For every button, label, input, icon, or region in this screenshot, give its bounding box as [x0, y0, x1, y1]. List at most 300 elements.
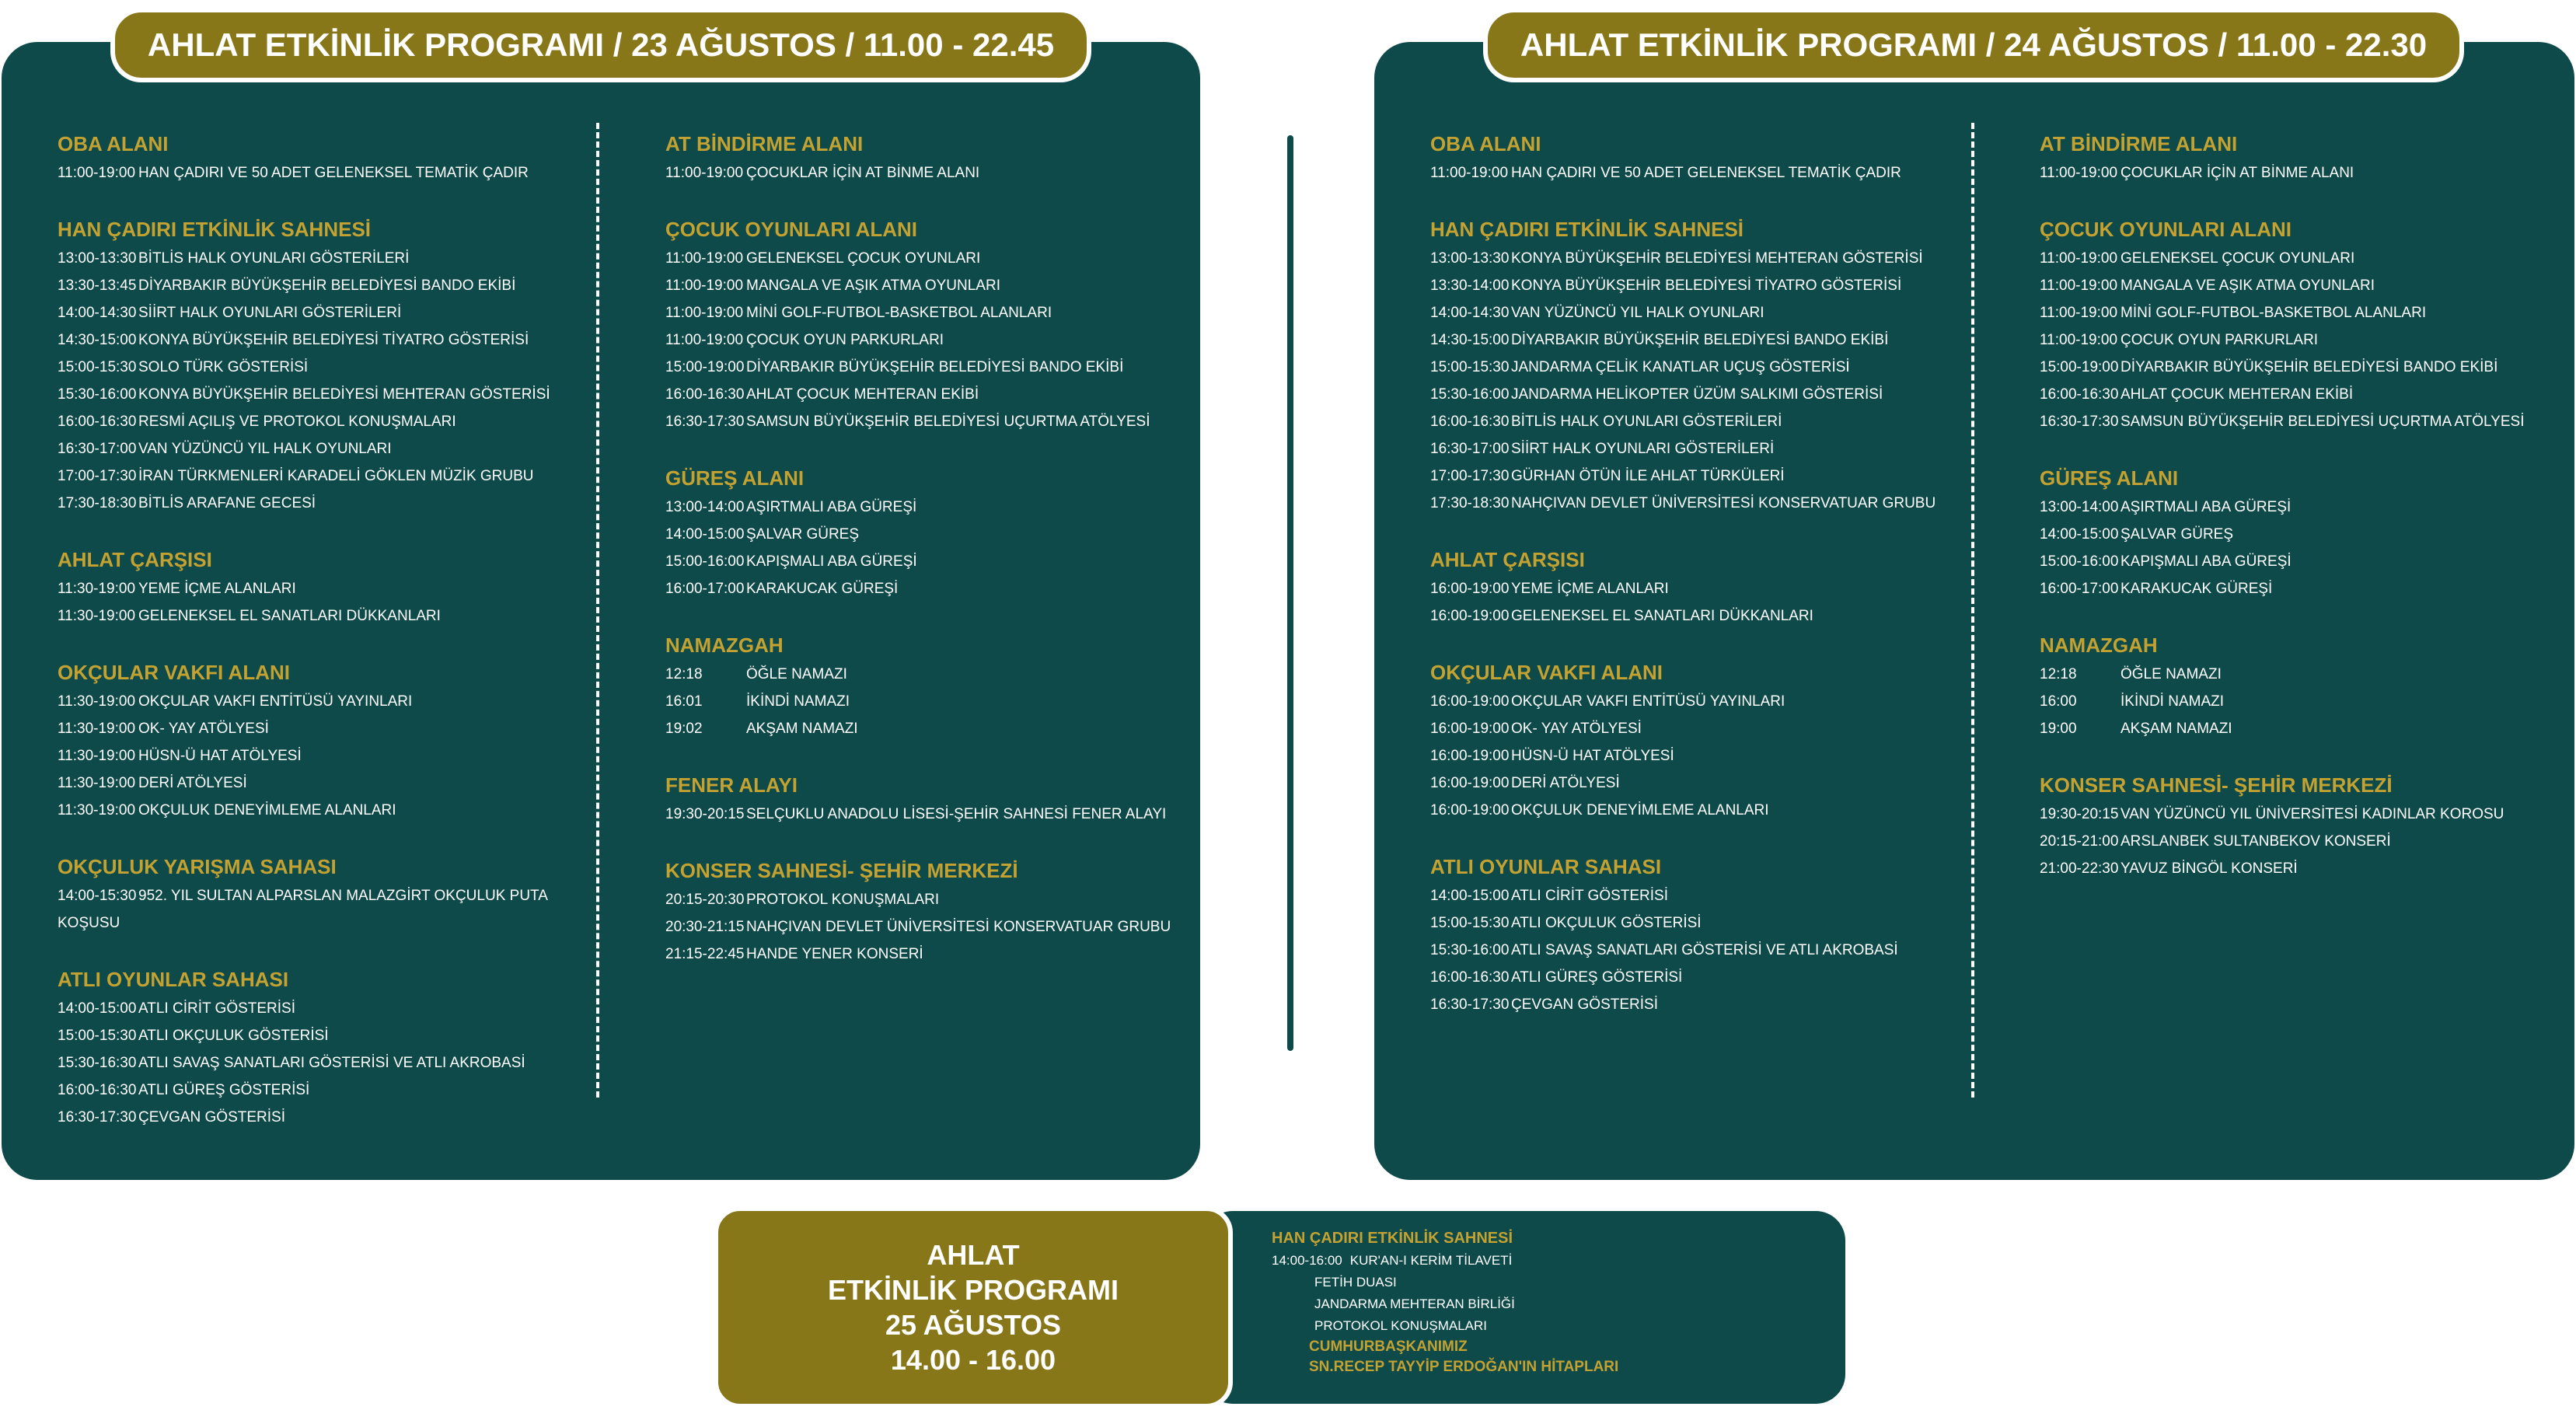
event-row	[1430, 490, 1943, 517]
day3-title-line: 25 AĞUSTOS	[885, 1309, 1062, 1341]
event-time: 13:00-13:30	[58, 250, 137, 267]
section-title: AHLAT ÇARŞISI	[1430, 548, 1585, 571]
section-title: OKÇULAR VAKFI ALANI	[1430, 661, 1663, 684]
event-desc: OKÇULAR VAKFI ENTİTÜSÜ YAYINLARI	[138, 693, 413, 710]
event-desc: ÖĞLE NAMAZI	[746, 666, 847, 682]
event-time: 11:00-19:00	[665, 277, 744, 294]
event-desc: ATLI GÜREŞ GÖSTERİSİ	[138, 1082, 310, 1098]
event-time: 11:30-19:00	[58, 748, 136, 764]
event-desc: RESMİ AÇILIŞ VE PROTOKOL KONUŞMALARI	[138, 414, 456, 430]
event-time: 16:00-19:00	[1430, 748, 1510, 764]
event-time: 17:00-17:30	[1430, 468, 1510, 484]
event-time: 16:30-17:30	[665, 414, 745, 430]
event-desc: İRAN TÜRKMENLERİ KARADELİ GÖKLEN MÜZİK GRUBU	[138, 468, 534, 484]
event-row	[2040, 575, 2553, 602]
event-desc: ATLI CİRİT GÖSTERİSİ	[1511, 888, 1668, 904]
event-time: 17:30-18:30	[58, 495, 137, 511]
event-time: 20:15-21:00	[2040, 833, 2119, 850]
event-time: 11:30-19:00	[58, 581, 136, 597]
event-row	[2040, 494, 2553, 521]
event-desc: YEME İÇME ALANLARI	[138, 581, 296, 597]
section-title: NAMAZGAH	[665, 633, 784, 657]
program-section	[665, 857, 1171, 968]
event-desc: AKŞAM NAMAZI	[746, 721, 858, 737]
event-time: 12:18	[2040, 666, 2077, 682]
section-title: ATLI OYUNLAR SAHASI	[1430, 855, 1662, 878]
event-time: 13:30-13:45	[58, 277, 137, 294]
event-desc: MANGALA VE AŞIK ATMA OYUNLARI	[746, 277, 1000, 294]
event-time: 14:00-15:30	[58, 888, 137, 904]
event-desc: OKÇULUK DENEYİMLEME ALANLARI	[138, 802, 396, 818]
event-desc: İKİNDİ NAMAZI	[2120, 693, 2225, 710]
event-row	[58, 882, 555, 909]
event-time: 16:30-17:30	[2040, 414, 2119, 430]
event-row	[58, 354, 555, 381]
event-desc: AKŞAM NAMAZI	[2120, 721, 2232, 737]
event-desc: DİYARBAKIR BÜYÜKŞEHİR BELEDİYESİ BANDO EKİBİ	[1511, 332, 1889, 348]
event-desc: ATLI SAVAŞ SANATLARI GÖSTERİSİ VE ATLI AKROBASİ	[1511, 942, 1898, 958]
event-desc: ÇEVGAN GÖSTERİSİ	[1511, 996, 1658, 1013]
event-row	[665, 886, 1163, 913]
event-desc: SOLO TÜRK GÖSTERİSİ	[138, 359, 309, 375]
event-row	[58, 1022, 555, 1049]
event-time: 14:30-15:00	[58, 332, 137, 348]
program-section	[1430, 131, 1943, 187]
event-time: 17:00-17:30	[58, 468, 137, 484]
day3-first-event	[1272, 1250, 1816, 1272]
program-section	[1430, 853, 1943, 1018]
event-desc: GELENEKSEL ÇOCUK OYUNLARI	[2120, 250, 2355, 267]
section-title: GÜREŞ ALANI	[665, 466, 805, 490]
day3-title-line: ETKİNLİK PROGRAMI	[828, 1274, 1119, 1306]
day3-title	[714, 1206, 1233, 1408]
event-time: 13:00-14:00	[665, 499, 745, 515]
day3-highlight: CUMHURBAŞKANIMIZ	[1309, 1338, 1468, 1355]
section-title: ÇOCUK OYUNLARI ALANI	[665, 218, 918, 241]
event-time: 14:00-15:00	[1430, 888, 1510, 904]
event-row	[2040, 521, 2553, 548]
event-row	[665, 801, 1167, 828]
event-row	[58, 272, 555, 299]
event-desc: VAN YÜZÜNCÜ YIL ÜNİVERSİTESİ KADINLAR KOROSU	[2120, 806, 2504, 822]
program-section	[58, 216, 555, 517]
section-title: OKÇULUK YARIŞMA SAHASI	[58, 855, 337, 878]
event-desc: ARSLANBEK SULTANBEKOV KONSERİ	[2120, 833, 2391, 850]
event-desc: KAPIŞMALI ABA GÜREŞİ	[746, 553, 917, 570]
event-row	[665, 688, 1163, 715]
event-row	[665, 494, 1163, 521]
event-row	[1430, 688, 1943, 715]
event-row	[1430, 326, 1943, 354]
program-section	[58, 853, 555, 937]
program-section	[1430, 216, 1943, 517]
day1-right-column	[665, 131, 1171, 997]
day3-program	[1272, 1228, 1816, 1377]
event-row	[665, 354, 1163, 381]
event-row	[58, 1049, 555, 1077]
event-time: 15:00-19:00	[2040, 359, 2119, 375]
event-time: 16:30-17:30	[1430, 996, 1510, 1013]
section-title: OBA ALANI	[58, 132, 169, 155]
day1-column-divider	[596, 123, 599, 1098]
event-time: 11:00-19:00	[1430, 165, 1509, 181]
event-row	[58, 435, 555, 462]
event-time: 11:30-19:00	[58, 775, 136, 791]
event-time: 15:00-15:30	[1430, 915, 1510, 931]
event-desc: OKÇULUK DENEYİMLEME ALANLARI	[1511, 802, 1769, 818]
event-desc: GÜRHAN ÖTÜN İLE AHLAT TÜRKÜLERİ	[1511, 468, 1785, 484]
event-time: 11:00-19:00	[58, 165, 136, 181]
center-separator	[1287, 135, 1293, 1051]
event-row	[58, 575, 555, 602]
event-row	[2040, 801, 2553, 828]
day1-title: AHLAT ETKİNLİK PROGRAMI / 23 AĞUSTOS / 11.00 - 22.45	[110, 8, 1091, 82]
event-time: 16:30-17:30	[58, 1109, 137, 1126]
program-section	[58, 131, 555, 187]
event-desc: NAHÇIVAN DEVLET ÜNİVERSİTESİ KONSERVATUAR GRUBU	[1511, 495, 1936, 511]
event-row	[665, 245, 1163, 272]
event-desc: BİTLİS ARAFANE GECESİ	[138, 495, 316, 511]
event-desc: DERİ ATÖLYESİ	[138, 775, 247, 791]
event-desc: KARAKUCAK GÜREŞİ	[2120, 581, 2273, 597]
event-row	[665, 913, 1171, 941]
event-row	[665, 715, 1163, 742]
event-time: 11:30-19:00	[58, 802, 136, 818]
event-desc: HÜSN-Ü HAT ATÖLYESİ	[138, 748, 302, 764]
event-desc: NAHÇIVAN DEVLET ÜNİVERSİTESİ KONSERVATUAR GRUBU	[746, 919, 1171, 935]
day3-title-line: 14.00 - 16.00	[890, 1344, 1056, 1376]
event-time: 11:30-19:00	[58, 693, 136, 710]
event-time: 16:00-19:00	[1430, 802, 1510, 818]
event-desc: DİYARBAKIR BÜYÜKŞEHİR BELEDİYESİ BANDO EKİBİ	[2120, 359, 2498, 375]
event-time: 19:30-20:15	[2040, 806, 2119, 822]
section-title: ATLI OYUNLAR SAHASI	[58, 968, 289, 991]
event-desc: ÇOCUKLAR İÇİN AT BİNME ALANI	[2120, 165, 2354, 181]
event-row	[2040, 159, 2553, 187]
event-row	[665, 272, 1163, 299]
event-desc: AHLAT ÇOCUK MEHTERAN EKİBİ	[746, 386, 979, 403]
event-row	[58, 1077, 555, 1104]
event-time: 14:00-14:30	[1430, 305, 1510, 321]
event-row	[1430, 299, 1943, 326]
event-time: 13:00-14:00	[2040, 499, 2119, 515]
event-desc: HAN ÇADIRI VE 50 ADET GELENEKSEL TEMATİK ÇADIR	[138, 165, 529, 181]
day2-title: AHLAT ETKİNLİK PROGRAMI / 24 AĞUSTOS / 11.00 - 22.30	[1483, 8, 2464, 82]
section-title: HAN ÇADIRI ETKİNLİK SAHNESİ	[1430, 218, 1744, 241]
event-time: 16:00-19:00	[1430, 581, 1510, 597]
event-desc: KONYA BÜYÜKŞEHİR BELEDİYESİ MEHTERAN GÖSTERİSİ	[138, 386, 550, 403]
event-time: 14:00-15:00	[2040, 526, 2119, 543]
event-row	[1430, 937, 1943, 964]
event-time: 16:30-17:00	[1430, 441, 1510, 457]
day2-left-column	[1430, 131, 1943, 1048]
event-time: 16:00-19:00	[1430, 608, 1510, 624]
section-title: NAMAZGAH	[2040, 633, 2158, 657]
event-time: 16:00-17:00	[2040, 581, 2119, 597]
event-time: 11:00-19:00	[2040, 332, 2118, 348]
section-title: KONSER SAHNESİ- ŞEHİR MERKEZİ	[665, 859, 1018, 882]
event-desc: KONYA BÜYÜKŞEHİR BELEDİYESİ TİYATRO GÖSTERİSİ	[138, 332, 529, 348]
event-desc: AŞIRTMALI ABA GÜREŞİ	[2120, 499, 2292, 515]
event-time: 11:30-19:00	[58, 721, 136, 737]
event-desc: SAMSUN BÜYÜKŞEHİR BELEDİYESİ UÇURTMA ATÖLYESİ	[2120, 414, 2525, 430]
event-desc: 952. YIL SULTAN ALPARSLAN MALAZGİRT OKÇULUK PUTA	[138, 888, 548, 904]
event-row	[58, 326, 555, 354]
event-row	[665, 326, 1163, 354]
event-row	[58, 995, 555, 1022]
program-section	[665, 216, 1163, 435]
event-time: 20:15-20:30	[665, 892, 745, 908]
section-title: OBA ALANI	[1430, 132, 1541, 155]
event-row	[665, 521, 1163, 548]
day3-title-line: AHLAT	[927, 1239, 1020, 1271]
event-time: 16:00-19:00	[1430, 775, 1510, 791]
event-row	[1430, 408, 1943, 435]
event-time: 16:00-16:30	[58, 414, 137, 430]
event-time: 15:00-15:30	[1430, 359, 1510, 375]
event-time: 15:00-16:00	[665, 553, 745, 570]
event-desc: OKÇULAR VAKFI ENTİTÜSÜ YAYINLARI	[1511, 693, 1785, 710]
event-desc: OK- YAY ATÖLYESİ	[138, 721, 269, 737]
event-desc: ÖĞLE NAMAZI	[2120, 666, 2222, 682]
section-title: HAN ÇADIRI ETKİNLİK SAHNESİ	[58, 218, 372, 241]
event-time: 11:00-19:00	[2040, 250, 2118, 267]
event-desc: BİTLİS HALK OYUNLARI GÖSTERİLERİ	[1511, 414, 1782, 430]
event-desc: ŞALVAR GÜREŞ	[2120, 526, 2234, 543]
event-row	[1430, 381, 1943, 408]
event-row	[1430, 991, 1943, 1018]
event-time: 14:00-16:00	[1272, 1253, 1342, 1268]
program-section	[58, 659, 555, 824]
event-desc: JANDARMA ÇELİK KANATLAR UÇUŞ GÖSTERİSİ	[1511, 359, 1850, 375]
event-desc: AŞIRTMALI ABA GÜREŞİ	[746, 499, 917, 515]
event-row	[2040, 272, 2553, 299]
event-row	[58, 770, 555, 797]
event-row	[58, 159, 555, 187]
event-desc: SİİRT HALK OYUNLARI GÖSTERİLERİ	[138, 305, 402, 321]
event-time: 16:00-16:30	[58, 1082, 137, 1098]
event-row	[2040, 381, 2553, 408]
event-row	[58, 797, 555, 824]
event-desc-continuation: KOŞUSU	[58, 915, 120, 931]
event-desc: ÇOCUKLAR İÇİN AT BİNME ALANI	[746, 165, 980, 181]
event-row	[1430, 435, 1943, 462]
event-time: 15:30-16:00	[1430, 386, 1510, 403]
event-time: 16:00-17:00	[665, 581, 745, 597]
event-row	[1430, 742, 1943, 770]
day2-column-divider	[1971, 123, 1974, 1098]
event-row	[58, 602, 555, 630]
event-desc: OK- YAY ATÖLYESİ	[1511, 721, 1642, 737]
event-desc: ATLI OKÇULUK GÖSTERİSİ	[1511, 915, 1702, 931]
program-section	[58, 546, 555, 630]
event-desc: ATLI SAVAŞ SANATLARI GÖSTERİSİ VE ATLI AKROBASİ	[138, 1055, 525, 1071]
program-section	[58, 966, 555, 1131]
program-section	[1430, 546, 1943, 630]
event-row	[665, 661, 1163, 688]
day3-highlight: SN.RECEP TAYYİP ERDOĞAN'IN HİTAPLARI	[1309, 1359, 1619, 1375]
event-time: 11:30-19:00	[58, 608, 136, 624]
event-time: 11:00-19:00	[665, 305, 744, 321]
event-time: 14:30-15:00	[1430, 332, 1510, 348]
section-title: KONSER SAHNESİ- ŞEHİR MERKEZİ	[2040, 773, 2393, 797]
event-row	[1430, 909, 1943, 937]
event-time: 16:00-16:30	[665, 386, 745, 403]
event-time: 16:00	[2040, 693, 2077, 710]
event-time: 11:00-19:00	[2040, 277, 2118, 294]
program-section	[2040, 632, 2553, 742]
event-time: 15:30-16:30	[58, 1055, 137, 1071]
event-row	[665, 575, 1163, 602]
event-desc: YAVUZ BİNGÖL KONSERİ	[2120, 860, 2298, 877]
event-desc: DİYARBAKIR BÜYÜKŞEHİR BELEDİYESİ BANDO EKİBİ	[746, 359, 1124, 375]
event-desc: HAN ÇADIRI VE 50 ADET GELENEKSEL TEMATİK ÇADIR	[1511, 165, 1901, 181]
event-desc: PROTOKOL KONUŞMALARI	[746, 892, 940, 908]
event-desc: ÇOCUK OYUN PARKURLARI	[746, 332, 944, 348]
event-row	[665, 941, 1163, 968]
event-row	[2040, 715, 2553, 742]
event-time: 16:01	[665, 693, 703, 710]
event-time: 15:00-16:00	[2040, 553, 2119, 570]
program-section	[2040, 465, 2553, 602]
event-desc: MİNİ GOLF-FUTBOL-BASKETBOL ALANLARI	[746, 305, 1052, 321]
event-time: 16:00-16:30	[1430, 969, 1510, 986]
program-section	[2040, 772, 2553, 882]
event-row	[2040, 828, 2553, 855]
program-section	[665, 632, 1163, 742]
event-desc: KONYA BÜYÜKŞEHİR BELEDİYESİ MEHTERAN GÖSTERİSİ	[1511, 250, 1923, 267]
event-row	[665, 299, 1163, 326]
event-row	[1430, 964, 1943, 991]
event-row	[665, 408, 1163, 435]
event-row	[58, 462, 555, 490]
day1-left-column	[58, 131, 555, 1160]
event-desc: KARAKUCAK GÜREŞİ	[746, 581, 899, 597]
event-time: 14:00-15:00	[58, 1000, 137, 1017]
program-section	[1430, 659, 1943, 824]
event-desc: HANDE YENER KONSERİ	[746, 946, 923, 962]
event-desc: GELENEKSEL EL SANATLARI DÜKKANLARI	[1511, 608, 1813, 624]
event-row	[665, 381, 1163, 408]
event-desc: ATLI OKÇULUK GÖSTERİSİ	[138, 1028, 329, 1044]
event-desc: DİYARBAKIR BÜYÜKŞEHİR BELEDİYESİ BANDO EKİBİ	[138, 277, 516, 294]
event-desc: ÇEVGAN GÖSTERİSİ	[138, 1109, 285, 1126]
section-title: GÜREŞ ALANI	[2040, 466, 2179, 490]
event-row	[1430, 462, 1943, 490]
event-desc: İKİNDİ NAMAZI	[746, 693, 850, 710]
event-row	[58, 245, 555, 272]
section-title: AT BİNDİRME ALANI	[665, 132, 864, 155]
program-section	[2040, 131, 2553, 187]
day3-item: JANDARMA MEHTERAN BİRLİĞİ	[1314, 1297, 1515, 1311]
event-row	[665, 159, 1163, 187]
program-section	[665, 772, 1167, 828]
event-row	[2040, 299, 2553, 326]
event-row	[58, 742, 555, 770]
event-desc: ÇOCUK OYUN PARKURLARI	[2120, 332, 2319, 348]
event-desc: MİNİ GOLF-FUTBOL-BASKETBOL ALANLARI	[2120, 305, 2427, 321]
event-row	[1430, 882, 1943, 909]
event-time: 12:18	[665, 666, 703, 682]
event-time: 11:00-19:00	[2040, 305, 2118, 321]
event-desc: GELENEKSEL ÇOCUK OYUNLARI	[746, 250, 981, 267]
event-desc: DERİ ATÖLYESİ	[1511, 775, 1620, 791]
event-row	[58, 381, 555, 408]
event-desc: KONYA BÜYÜKŞEHİR BELEDİYESİ TİYATRO GÖSTERİSİ	[1511, 277, 1902, 294]
event-time: 13:30-14:00	[1430, 277, 1510, 294]
event-desc: KAPIŞMALI ABA GÜREŞİ	[2120, 553, 2292, 570]
event-time: 16:30-17:00	[58, 441, 137, 457]
event-time: 11:00-19:00	[665, 332, 744, 348]
event-row	[58, 715, 555, 742]
event-desc: SELÇUKLU ANADOLU LİSESİ-ŞEHİR SAHNESİ FENER ALAYI	[746, 806, 1167, 822]
section-title: AHLAT ÇARŞISI	[58, 548, 212, 571]
day3-section-title: HAN ÇADIRI ETKİNLİK SAHNESİ	[1272, 1230, 1513, 1247]
event-row	[1430, 159, 1943, 187]
event-row	[1430, 575, 1943, 602]
event-row	[1430, 272, 1943, 299]
section-title: ÇOCUK OYUNLARI ALANI	[2040, 218, 2292, 241]
event-row	[2040, 326, 2553, 354]
event-time: 19:30-20:15	[665, 806, 745, 822]
event-time: 13:00-13:30	[1430, 250, 1510, 267]
event-desc: VAN YÜZÜNCÜ YIL HALK OYUNLARI	[138, 441, 392, 457]
day3-item: PROTOKOL KONUŞMALARI	[1314, 1318, 1487, 1333]
event-row	[665, 548, 1163, 575]
event-desc: SİİRT HALK OYUNLARI GÖSTERİLERİ	[1511, 441, 1775, 457]
event-time: 21:15-22:45	[665, 946, 745, 962]
event-desc: SAMSUN BÜYÜKŞEHİR BELEDİYESİ UÇURTMA ATÖLYESİ	[746, 414, 1150, 430]
event-row	[1430, 715, 1943, 742]
event-time: 15:30-16:00	[1430, 942, 1510, 958]
event-row	[58, 299, 555, 326]
event-time: 14:00-15:00	[665, 526, 745, 543]
event-time: 15:00-19:00	[665, 359, 745, 375]
event-time: 16:00-16:30	[2040, 386, 2119, 403]
event-desc: BİTLİS HALK OYUNLARI GÖSTERİLERİ	[138, 250, 410, 267]
event-row	[58, 408, 555, 435]
event-row	[2040, 354, 2553, 381]
event-desc: MANGALA VE AŞIK ATMA OYUNLARI	[2120, 277, 2375, 294]
event-row	[2040, 855, 2553, 882]
event-row	[2040, 245, 2553, 272]
event-time: 15:00-15:30	[58, 1028, 137, 1044]
event-row	[1430, 602, 1943, 630]
event-row	[58, 490, 555, 517]
event-time: 19:00	[2040, 721, 2077, 737]
event-time: 15:00-15:30	[58, 359, 137, 375]
event-desc: ATLI GÜREŞ GÖSTERİSİ	[1511, 969, 1683, 986]
event-time: 16:00-16:30	[1430, 414, 1510, 430]
event-time: 11:00-19:00	[665, 250, 744, 267]
event-row	[1430, 245, 1943, 272]
day2-right-column	[2040, 131, 2553, 912]
event-time: 21:00-22:30	[2040, 860, 2119, 877]
event-desc: VAN YÜZÜNCÜ YIL HALK OYUNLARI	[1511, 305, 1764, 321]
event-row	[1430, 770, 1943, 797]
program-section	[2040, 216, 2553, 435]
event-row	[1430, 797, 1943, 824]
event-row	[58, 1104, 555, 1131]
day3-item: FETİH DUASI	[1314, 1275, 1397, 1290]
event-time: 16:00-19:00	[1430, 693, 1510, 710]
section-title: FENER ALAYI	[665, 773, 798, 797]
section-title: AT BİNDİRME ALANI	[2040, 132, 2238, 155]
event-time: 17:30-18:30	[1430, 495, 1510, 511]
event-desc: HÜSN-Ü HAT ATÖLYESİ	[1511, 748, 1674, 764]
event-row	[2040, 548, 2553, 575]
event-time: 11:00-19:00	[665, 165, 744, 181]
